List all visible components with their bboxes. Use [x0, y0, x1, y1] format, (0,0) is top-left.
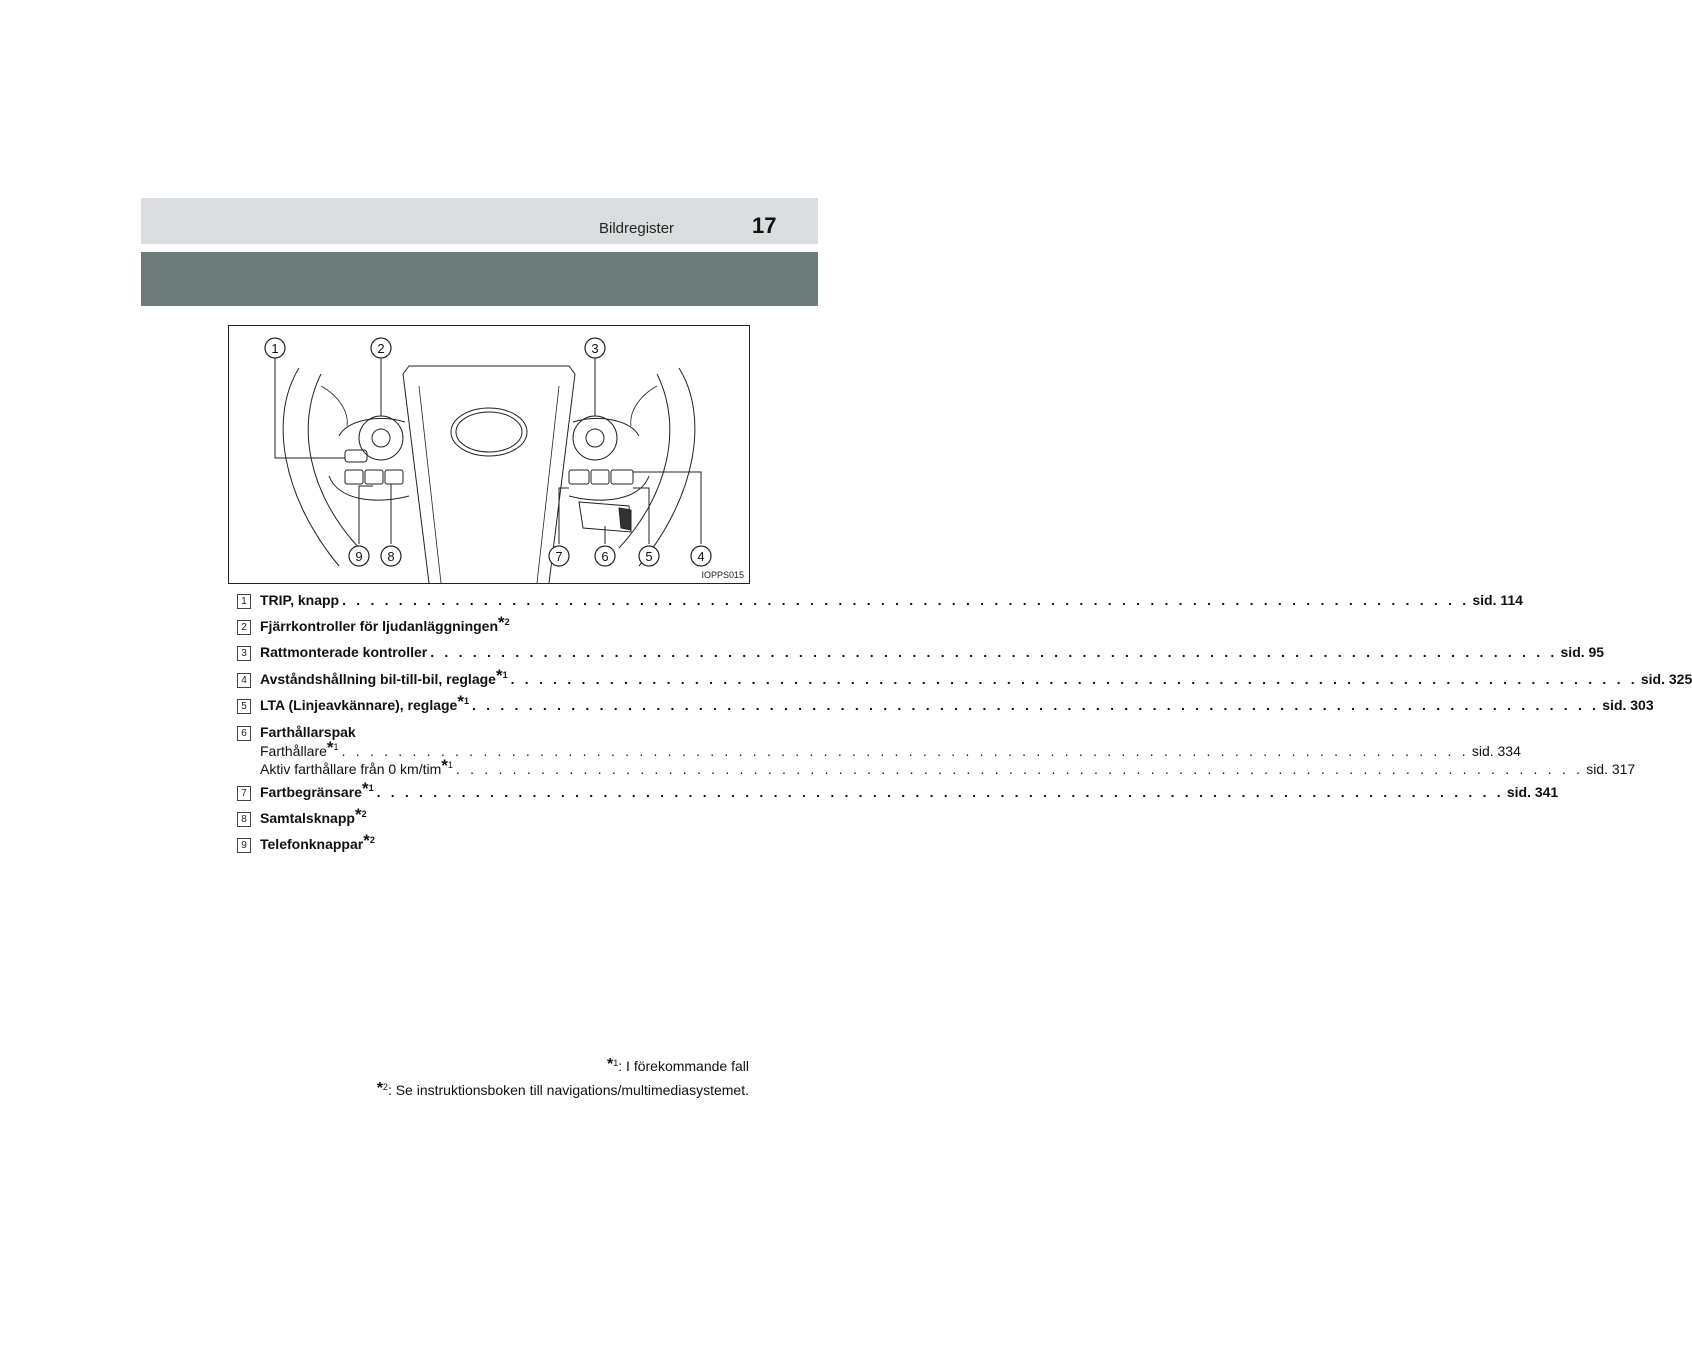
footnotes — [377, 1056, 749, 1104]
entry-line — [260, 644, 1605, 660]
entry-line — [260, 805, 722, 826]
entry-label: Rattmonterade kontroller — [260, 644, 428, 660]
footnote-1: *$^1$: I förekommande fall — [607, 1056, 749, 1074]
entry-label: LTA (Linjeavkännare), reglage$^{*1}$ — [260, 692, 469, 713]
dot-leader: . . . . . . . . . . . . . . . . . . . . . . . . . . . . . . . . . . . . . . . . . . . . . . . . . . . . . . . . . . . . . . . . . . . . . . . . . . . . . . . . — [341, 743, 1469, 759]
footnote-reference: *1 — [495, 666, 508, 686]
entry-label: Fjärrkontroller för ljudanläggningen$^{*2}$ — [260, 613, 510, 634]
entry-label: Samtalsknapp$^{*2}$ — [260, 805, 367, 826]
dot-leader: . . . . . . . . . . . . . . . . . . . . . . . . . . . . . . . . . . . . . . . . . . . . . . . . . . . . . . . . . . . . . . . . . . . . . . . . . . . . . . . . — [472, 697, 1600, 713]
callout-4: 4 — [697, 549, 705, 564]
entry-number-box: 8 — [237, 812, 251, 827]
entry-line — [260, 666, 1692, 687]
footnote-reference: *1 — [457, 692, 469, 712]
entry-line — [260, 831, 722, 852]
entry-number-box: 4 — [237, 673, 251, 688]
page-reference[interactable]: sid. 114 — [1472, 592, 1523, 608]
entry-number-box: 1 — [237, 594, 251, 609]
footnote-2: *$^2$: Se instruktionsboken till navigations/multimediasystemet. — [376, 1080, 749, 1098]
entry-label: Farthållare$^{*1}$ — [260, 738, 339, 759]
entry-number-box: 5 — [237, 699, 251, 714]
page-reference[interactable]: sid. 341 — [1506, 784, 1559, 800]
page-reference[interactable]: sid. 317 — [1586, 761, 1636, 777]
footnote-reference: *2 — [498, 613, 510, 633]
steering-wheel-illustration — [229, 326, 749, 583]
footnote-reference: *1 — [326, 738, 339, 758]
callout-6: 6 — [601, 549, 609, 564]
entry-line — [260, 779, 1559, 800]
callout-3: 3 — [591, 341, 599, 356]
callout-7: 7 — [555, 549, 563, 564]
dot-leader: . . . . . . . . . . . . . . . . . . . . . . . . . . . . . . . . . . . . . . . . . . . . . . . . . . . . . . . . . . . . . . . . . . . . . . . . . . . . . . . . — [455, 761, 1584, 777]
entry-line — [260, 592, 1523, 608]
dot-leader: . . . . . . . . . . . . . . . . . . . . . . . . . . . . . . . . . . . . . . . . . . . . . . . . . . . . . . . . . . . . . . . . . . . . . . . . . . . . . . . . — [342, 592, 1470, 608]
entry-label: Aktiv farthållare från 0 km/tim$^{*1}$ — [260, 756, 453, 777]
entry-label: Avståndshållning bil-till-bil, reglage$^{*1}$ — [260, 666, 508, 687]
entry-line — [260, 756, 1636, 777]
footnote-reference: *1 — [441, 756, 453, 776]
footnote-reference: *1 — [361, 779, 374, 799]
entry-label: Fartbegränsare$^{*1}$ — [260, 779, 374, 800]
dot-leader: . . . . . . . . . . . . . . . . . . . . . . . . . . . . . . . . . . . . . . . . . . . . . . . . . . . . . . . . . . . . . . . . . . . . . . . . . . . . . . . . — [430, 644, 1558, 660]
figure-image-id: IOPPS015 — [701, 570, 744, 580]
footnote-reference: *2 — [363, 831, 375, 851]
entry-line — [260, 613, 722, 634]
section-title: Bildregister — [599, 220, 675, 237]
page-reference[interactable]: sid. 325 — [1640, 671, 1692, 687]
steering-wheel-figure — [228, 325, 750, 584]
page-reference[interactable]: sid. 303 — [1602, 697, 1654, 713]
callout-5: 5 — [645, 549, 653, 564]
entry-label: Farthållarspak — [260, 724, 356, 740]
page-reference[interactable]: sid. 95 — [1560, 644, 1605, 660]
page-reference[interactable]: sid. 334 — [1471, 743, 1521, 759]
entry-label: Telefonknappar$^{*2}$ — [260, 831, 375, 852]
entry-number-box: 6 — [237, 726, 251, 741]
callout-1: 1 — [271, 341, 279, 356]
entry-number-box: 7 — [237, 786, 251, 801]
section-band — [141, 252, 818, 306]
dot-leader: . . . . . . . . . . . . . . . . . . . . . . . . . . . . . . . . . . . . . . . . . . . . . . . . . . . . . . . . . . . . . . . . . . . . . . . . . . . . . . . . — [376, 784, 1504, 800]
entry-line — [260, 692, 1654, 713]
callout-9: 9 — [355, 549, 363, 564]
callout-2: 2 — [377, 341, 385, 356]
entry-line — [260, 738, 1521, 759]
entry-number-box: 9 — [237, 838, 251, 853]
entry-number-box: 3 — [237, 646, 251, 661]
footnote-reference: *2 — [354, 805, 367, 825]
header-bar — [141, 198, 818, 244]
dot-leader: . . . . . . . . . . . . . . . . . . . . . . . . . . . . . . . . . . . . . . . . . . . . . . . . . . . . . . . . . . . . . . . . . . . . . . . . . . . . . . . . — [510, 671, 1638, 687]
page-number: 17 — [752, 213, 777, 238]
callout-8: 8 — [387, 549, 395, 564]
entry-label: TRIP, knapp — [260, 592, 340, 608]
entry-number-box: 2 — [237, 620, 251, 635]
